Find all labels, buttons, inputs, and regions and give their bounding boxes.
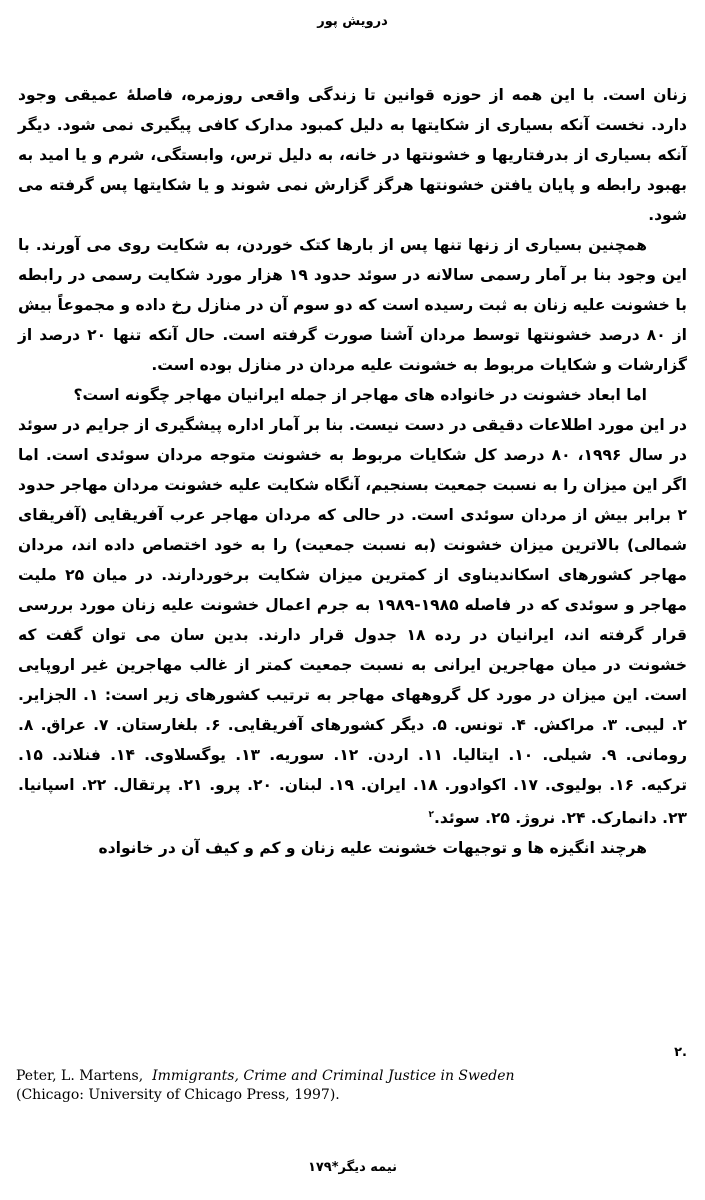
paragraph-text: همچنین بسیاری از زنها تنها پس از بارها کتک خوردن، به شکایت روی می آورند. با این وجود بنا بر آمار رسمی سالانه در سوئد حدود ۱۹ هزار مورد شکایت رسمی در رابطه با خشونت علیه زنان به ثبت رسیده است که دو سوم آن در منازل رخ داده و مجموعاً بیش از ۸۰ درصد خشونتها توسط مردان آشنا صورت گرفته است. حال آنکه تنها ۲۰ درصد از گزارشات و شکایات مربوط به خشونت علیه مردان در منازل بوده است. [18,236,687,374]
footnote-author: Peter, L. Martens, [16,1068,144,1084]
paragraph [18,80,687,230]
footnote [16,1067,676,1105]
body-text [18,80,687,863]
paragraph-text: اما ابعاد خشونت در خانواده های مهاجر از جمله ایرانیان مهاجر چگونه است؟ [73,386,647,404]
footnote-reference[interactable]: ۲ [428,810,435,820]
footnote-publication: (Chicago: University of Chicago Press, 1997). [16,1087,340,1103]
paragraph [18,833,687,863]
paragraph-text: هرچند انگیزه ها و توجیهات خشونت علیه زنان و کم و کیف آن در خانواده [98,839,647,858]
paragraph [18,410,687,833]
paragraph-question [18,380,687,410]
footnote-title: Immigrants, Crime and Criminal Justice in Sweden [152,1068,515,1084]
paragraph [18,230,687,380]
running-header: درویش پور [317,14,388,29]
footnote-marker: .۲ [674,1045,687,1060]
paragraph-text: زنان است. با این همه از حوزه قوانین تا زندگی واقعی روزمره، فاصلهٔ عمیقی وجود دارد. نخست آنکه بسیاری از شکایتها به دلیل کمبود مدارک کافی پیگیری نمی شود. دیگر آنکه بسیاری از بدرفتاریها و خشونتها در خانه، به دلیل ترس، وابستگی، شرم و یا امید به بهبود رابطه و پایان یافتن خشونتها هرگز گزارش نمی شوند و یا شکایتها پس گرفته می شود. [18,86,687,224]
page-footer: نیمه دیگر*۱۷۹ [307,1160,398,1175]
paragraph-text: در این مورد اطلاعات دقیقی در دست نیست. بنا بر آمار اداره پیشگیری از جرایم در سوئد در سال ۱۹۹۶، ۸۰ درصد کل شکایات مربوط به خشونت متوجه مردان سوئدی است. اما اگر این میزان را به نسبت جمعیت بسنجیم، آنگاه شکایت علیه خشونت مردان مهاجر حدود ۲ برابر بیش از مردان سوئدی است. در حالی که مردان مهاجر عرب آفریقایی (آفریقای شمالی) بالاترین میزان خشونت (به نسبت جمعیت) را به خود اختصاص داده اند، مردان مهاجر کشورهای اسکاندیناوی از کمترین میزان شکایت برخوردارند. در میان ۲۵ ملیت مهاجر و سوئدی که در فاصله ۱۹۸۵-۱۹۸۹ به جرم اعمال خشونت علیه زنان مورد بررسی قرار گرفته اند، ایرانیان در رده ۱۸ جدول قرار دارند. بدین سان می توان گفت که خشونت در میان مهاجرین ایرانی به نسبت جمعیت کمتر از غالب مهاجرین غیر اروپایی است. این میزان در مورد کل گروههای مهاجر به ترتیب کشورهای زیر است: ۱. الجزایر. ۲. لیبی. ۳. مراکش. ۴. تونس. ۵. دیگر کشورهای آفریقایی. ۶. بلغارستان. ۷. عراق. ۸. رومانی. ۹. شیلی. ۱۰. ایتالیا. ۱۱. اردن. ۱۲. سوریه. ۱۳. یوگسلاوی. ۱۴. فنلاند. ۱۵. ترکیه. ۱۶. بولیوی. ۱۷. اکوادور. ۱۸. ایران. ۱۹. لبنان. ۲۰. پرو. ۲۱. پرتقال. ۲۲. اسپانیا. ۲۳. دانمارک. ۲۴. نروژ. ۲۵. سوئد. [18,416,688,828]
